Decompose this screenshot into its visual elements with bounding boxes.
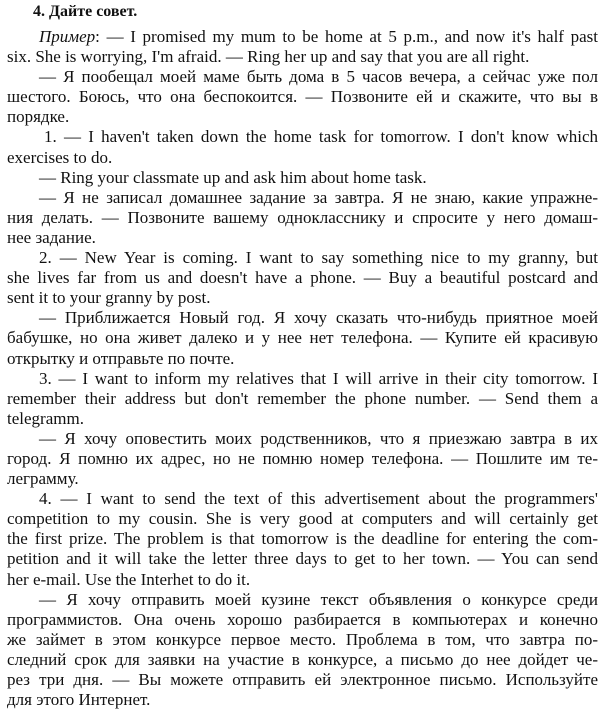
text-line: — Ring your classmate up and ask him about home task. <box>39 167 427 187</box>
exercise-title: 4. Дайте совет. <box>33 3 138 20</box>
text-line: следний срок для заявки на участие в конкурсе, а письмо до нее дойдет че- <box>7 649 598 669</box>
text-line: 1. — I haven't taken down the home task for tomorrow. I don't know which <box>44 127 598 147</box>
text-line: exercises to do. <box>7 147 113 167</box>
text-line: нее задание. <box>7 227 96 247</box>
text-line: she lives far from us and doesn't have a phone. — Buy a beautiful postcard and <box>7 268 598 288</box>
text-line: — Я не записал домашнее задание за завтра. Я не знаю, какие упражне- <box>39 187 598 207</box>
example-label: Пример <box>39 27 96 46</box>
paragraph <box>6 67 598 127</box>
text-line: sent it to your granny by post. <box>7 288 211 308</box>
paragraph <box>6 127 598 167</box>
text-line: petition and it will take the letter three days to get to her town. — You can send <box>7 549 598 569</box>
example-colon: : <box>95 27 100 46</box>
text-line: рез три дня. — Вы можете отправить ей электронное письмо. Используйте <box>7 670 598 689</box>
text-line: порядке. <box>7 107 70 127</box>
text-line: — Приближается Новый год. Я хочу сказать что-нибудь приятное моей <box>39 308 598 328</box>
text-line: шестого. Боюсь, что она беспокоится. — Позвоните ей и скажите, что вы в <box>7 87 598 107</box>
paragraph <box>6 590 598 711</box>
text-line: город. Я помню их адрес, но не помню номер телефона. — Пошлите им те- <box>7 448 598 468</box>
text-line: telegramm. <box>7 408 84 428</box>
text-line: six. She is worrying, I'm afraid. — Ring her up and say that you are all right. <box>7 47 530 67</box>
text-line: — Я хочу оповестить моих родственников, что я приезжаю завтра в их <box>39 428 598 448</box>
text-line: же займет в этом конкурсе первое место. Проблема в том, что завтра по- <box>7 629 598 649</box>
paragraph <box>6 429 598 489</box>
text-line <box>6 27 598 47</box>
text-line: the first prize. The problem is that tomorrow is the deadline for entering the com- <box>7 529 598 549</box>
line-text: — I promised my mum to be home at 5 p.m., and now it's half past <box>106 27 598 46</box>
text-line: бабушке, но она живет далеко и у нее нет телефона. — Купите ей красивую <box>7 328 598 348</box>
text-line: — Я пообещал моей маме быть дома в 5 часов вечера, а сейчас уже пол <box>39 67 598 87</box>
paragraph <box>6 489 598 589</box>
exercise-body <box>6 27 598 710</box>
text-line: 4. — I want to send the text of this advertisement about the programmers' <box>39 489 598 509</box>
text-line: — Я хочу отправить моей кузине текст объявления о конкурсе среди <box>39 589 598 609</box>
paragraph <box>6 369 598 429</box>
paragraph <box>6 188 598 248</box>
text-line: remember their address but don't remember the phone number. — Send them a <box>7 388 598 408</box>
text-line: открытку и отправьте по почте. <box>7 348 235 368</box>
text-line: для этого Интернет. <box>7 690 151 710</box>
text-line: 2. — New Year is coming. I want to say something nice to my granny, but <box>39 248 598 268</box>
paragraph <box>6 168 598 188</box>
paragraph <box>6 248 598 308</box>
text-line: леграмму. <box>7 469 79 489</box>
paragraph <box>6 27 598 67</box>
text-line: her e-mail. Use the Interhet to do it. <box>7 569 251 589</box>
text-line: competition to my cousin. She is very good at computers and will certainly get <box>7 509 598 529</box>
text-line: ния делать. — Позвоните вашему однокласснику и спросите у него домаш- <box>7 207 598 227</box>
text-line: программистов. Она очень хорошо разбирается в компьютерах и конечно <box>7 609 598 629</box>
text-line: 3. — I want to inform my relatives that I will arrive in their city tomorrow. I <box>39 368 598 388</box>
paragraph <box>6 308 598 368</box>
